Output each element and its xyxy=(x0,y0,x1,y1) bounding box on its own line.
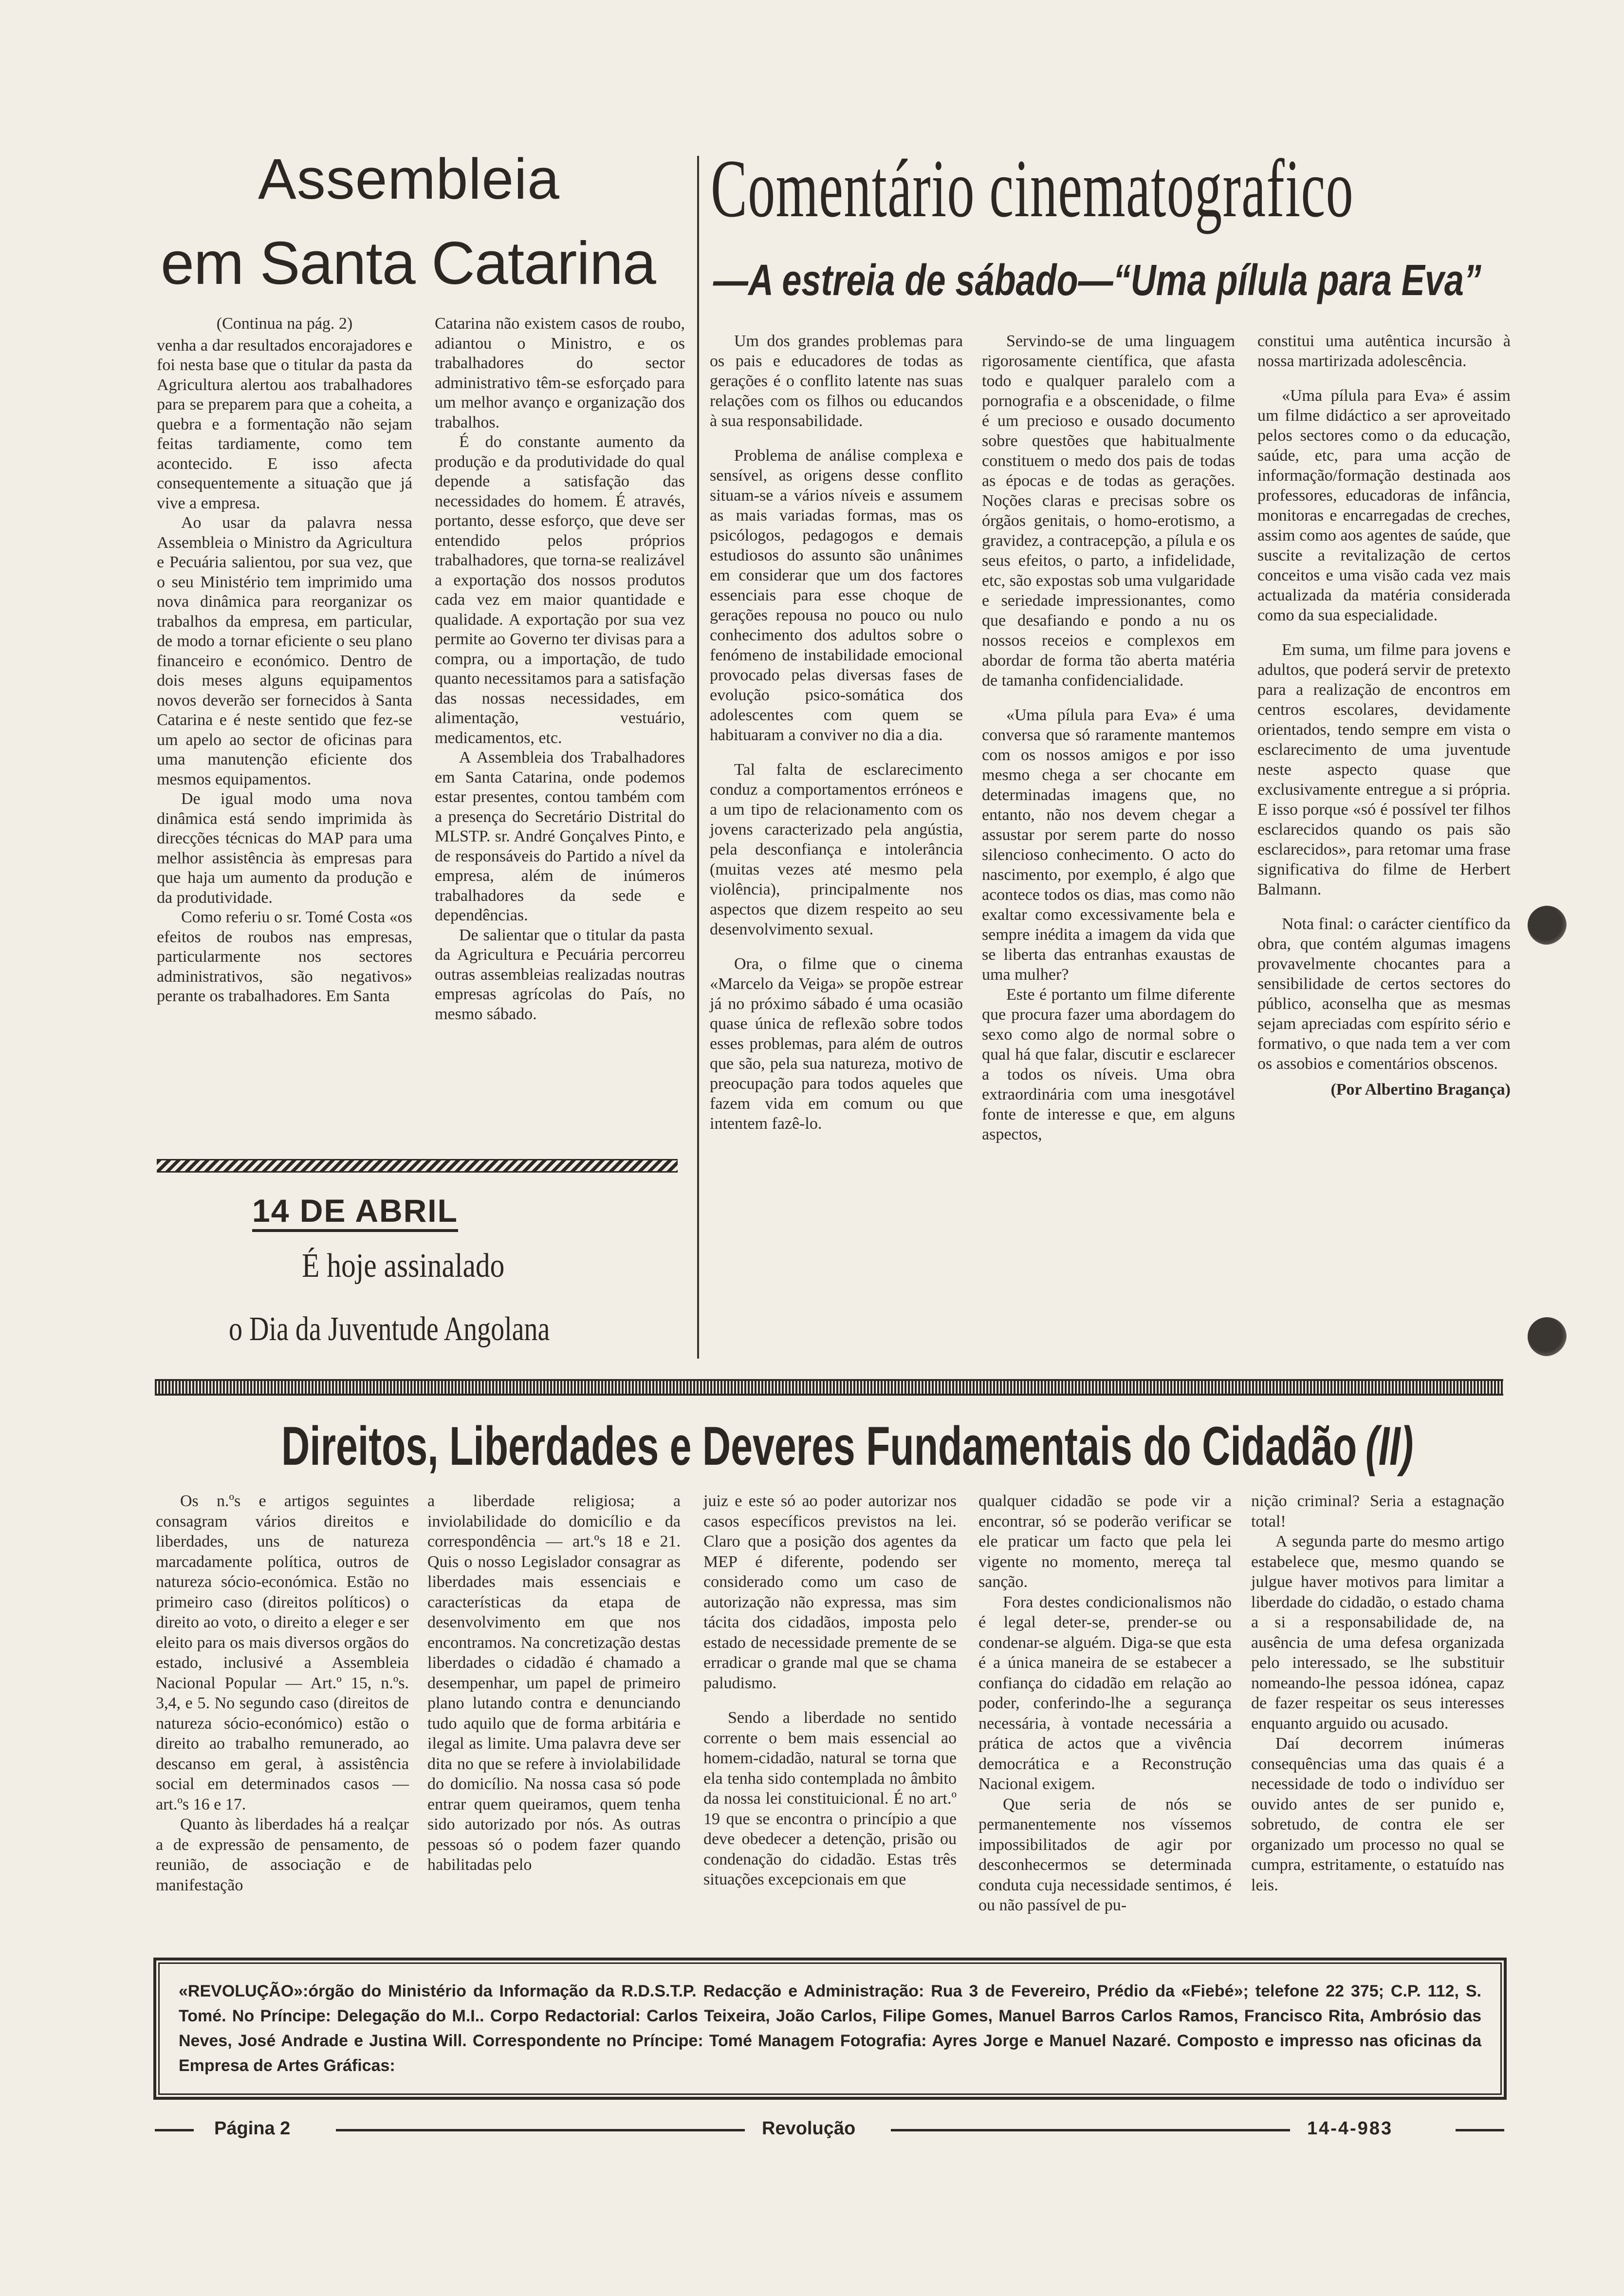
wavy-divider xyxy=(157,1159,678,1173)
direitos-col5-p1: nição criminal? Seria a estagnação total! xyxy=(1251,1492,1504,1531)
assembleia-col1-p4: Como referiu o sr. Tomé Costa «os efeitos de roubos nas empresas, particularmente nos sectores administrativos, são negativos» perante os trabalhadores. Em Santa xyxy=(157,908,412,1005)
direitos-col5-p2: A segunda parte do mesmo artigo estabelece que, mesmo quando se julgue haver motivos para limitar a liberdade do cidadão, o estado chama a si a responsabilidade de, na ausência de uma defesa organizada pelo interessado, se lhe substituir nomeando-lhe pessoa idónea, capaz de fazer respeitar os seus interesses enquanto arguido ou acusado. xyxy=(1251,1532,1504,1733)
abril-line1: É hoje assinalado xyxy=(302,1247,505,1285)
section-divider xyxy=(155,1379,1503,1396)
direitos-col1-p1: Os n.ºs e artigos seguintes consagram vários direitos e liberdades, uns de natureza marcadamente política, outros de natureza sócio-económica. Estão no primeiro caso (direitos políticos) o direito ao voto, o direito a eleger e ser eleito para os mais diversos orgãos do estado, inclusivé a Assembleia Nacional Popular — Art.º 15, n.ºs. 3,4, e 5. No segundo caso (direitos de natureza sócio-económico) estão o direito ao trabalho remunerado, ao descanso em geral, à assistência social em determinados casos — art.ºs 16 e 17. xyxy=(156,1492,409,1813)
comentario-col1-p2: Problema de análise complexa e sensível, as origens desse conflito situam-se a vários níveis e assumem as mais variadas formas, mas os psicólogos, pedagogos e demais estudiosos do assunto são unânimes em considerar que um dos factores essenciais para esse choque de gerações repousa no pouco ou nulo conhecimento dos adultos sobre o fenómeno de instabilidade emocional provocado pelas diversas fases de evolução psico-somática dos adolescentes com quem se habituaram a conviver no dia a dia. xyxy=(710,447,963,744)
assembleia-col1-p2: Ao usar da palavra nessa Assembleia o Ministro da Agricultura e Pecuária salientou, por sua vez, que o seu Ministério tem imprimido uma nova dinâmica para reorganizar os trabalhos da empresa, em particular, de modo a tornar eficiente o seu plano financeiro e económico. Dentro de dois meses alguns equipamentos novos deverão ser fornecidos à Santa Catarina e é neste sentido que fez-se um apelo ao sector de oficinas para uma manutenção eficiente dos mesmos equipamentos. xyxy=(157,514,412,788)
footer-rule-mid1 xyxy=(336,2129,745,2131)
footer-rule-mid2 xyxy=(891,2129,1290,2131)
comentario-col2-p1: Servindo-se de uma linguagem rigorosamente científica, que afasta todo e qualquer paralelo com a pornografia e a obscenidade, o filme é um precioso e ousado documento sobre questões que habitualmente constituem o medo dos pais de todas as épocas e de todas as gerações. Noções claras e precisas sobre os órgãos genitais, o homo-erotismo, a gravidez, a contracepção, a pílula e os seus efeitos, o parto, a infidelidade, etc, são expostas sob uma vulgaridade e seriedade impressionantes, como que desafiando e pondo a nu os nossos receios e complexos em abordar de forma tão aberta matéria de tamanha confidencialidade. xyxy=(982,332,1235,690)
direitos-col1-p2: Quanto às liberdades há a realçar a de expressão de pensamento, de reunião, de associação e de manifestação xyxy=(156,1815,409,1894)
direitos-col3 xyxy=(703,1491,957,1890)
comentario-col3-p4: Nota final: o carácter científico da obra, que contém algumas imagens provavelmente chocantes para a sensibilidade de certos sectores do público, aconselha que as mesmas sejam apreciadas com espírito sério e formativo, o que nada tem a ver com os assobios e comentários obscenos. xyxy=(1257,915,1511,1073)
comentario-col2 xyxy=(982,331,1235,1144)
direitos-title-text: Direitos, Liberdades e Deveres Fundamentais do Cidadão xyxy=(281,1416,1357,1476)
assembleia-continues: (Continua na pág. 2) xyxy=(216,315,353,333)
assembleia-col2-p4: De salientar que o titular da pasta da Agricultura e Pecuária percorreu outras assembleias realizadas noutras empresas agrícolas do País, no mesmo sábado. xyxy=(435,926,685,1023)
direitos-col5 xyxy=(1251,1491,1504,1895)
comentario-col3-p2: «Uma pílula para Eva» é assim um filme didáctico a ser aproveitado pelos sectores como o da educação, saúde, etc, para uma acção de informação/formação destinada aos professores, educadoras de infância, monitoras e encarregadas de creches, assim como aos agentes de saúde, que suscite a revitalização de certos conceitos e uma visão cada vez mais actualizada da matéria considerada como da sua especialidade. xyxy=(1257,387,1511,624)
punch-hole-top xyxy=(1528,906,1567,945)
assembleia-col1-p1: venha a dar resultados encorajadores e foi nesta base que o titular da pasta da Agricultura alertou aos trabalhadores para se preparem para que a coheita, a quebra e a formentação não sejam feitas tardiamente, como tem acontecido. E isso afecta consequentemente a situação que já vive a empresa. xyxy=(157,336,412,512)
credits-box: «REVOLUÇÃO»:órgão do Ministério da Informação da R.D.S.T.P. Redacção e Administração: Rua 3 de Fevereiro, Prédio da «Fiebé»; telefone 22 375; C.P. 112, S. Tomé. No Príncipe: Delegação do M.I.. Corpo Redactorial: Carlos Teixeira, João Carlos, Filipe Gomes, Manuel Barros Carlos Ramos, Francisco Rita, Ambrósio das Neves, José Andrade e Justina Will. Correspondente no Príncipe: Tomé Managem Fotografia: Ayres Jorge e Manuel Nazaré. Composto e impresso nas oficinas da Empresa de Artes Gráficas: xyxy=(153,1958,1507,2100)
comentario-col3-p3: Em suma, um filme para jovens e adultos, que poderá servir de pretexto para a realização de encontros em centros escolares, devidamente orientados, tendo sempre em vista o esclarecimento de uma juventude neste aspecto quase que exclusivamente entregue a si própria. E isso porque «só é possível ter filhos esclarecidos quando os pais são esclarecidos», para retomar uma frase significativa do filme de Herbert Balmann. xyxy=(1257,641,1511,898)
direitos-col3-p2: Sendo a liberdade no sentido corrente o bem mais essencial ao homem-cidadão, natural se torna que ela tenha sido contemplada no âmbito da nossa lei constituicional. É no art.º 19 que se encontra o princípio a que deve obedecer a detenção, prisão ou condenação do cidadão. Estas três situações excepcionais em que xyxy=(703,1709,957,1888)
assembleia-col2 xyxy=(435,314,685,1024)
abril-date: 14 DE ABRIL xyxy=(252,1192,458,1232)
comentario-col2-p3: Este é portanto um filme diferente que procura fazer uma abordagem do sexo como algo de normal sobre o qual há que falar, discutir e esclarecer a todos os níveis. Uma obra extraordinária com uma inesgotável fonte de interesse e que, em alguns aspectos, xyxy=(982,986,1235,1143)
comentario-col1-p3: Tal falta de esclarecimento conduz a comportamentos erróneos e a um tipo de relacionamento com os jovens caracterizado pela angústia, pela desconfiança e intolerância (muitas vezes até mesmo pela violência), principalmente nos aspectos que dizem respeito ao seu desenvolvimento sexual. xyxy=(710,761,963,938)
comentario-author: (Por Albertino Bragança) xyxy=(1330,1081,1511,1099)
comentario-subtitle: —A estreia de sábado—“Uma pílula para Eva” xyxy=(713,256,1481,305)
direitos-col4-p2: Fora destes condicionalismos não é legal deter-se, prender-se ou condenar-se alguém. Diga-se que esta é a única maneira de se estabecer a confiança do cidadão em relação ao poder, conferindo-lhe a segurança necessária, à vontade necessária a prática de actos que a vivência democrática e a Reconstrução Nacional exigem. xyxy=(978,1593,1232,1793)
assembleia-col1 xyxy=(157,314,412,1007)
comentario-col1 xyxy=(710,331,963,1134)
comentario-col2-p2: «Uma pílula para Eva» é uma conversa que só raramente mantemos com os nossos amigos e por isso mesmo chega a ser chocante em determinadas imagens que, no entanto, não nos devem chegar a assustar por serem parte do nosso silencioso conhecimento. O acto do nascimento, por exemplo, é algo que acontece todos os dias, mas como não exaltar como excessivamente bela e sempre inédita a imagem da vida que se liberta das entranhas exaustas de uma mulher? xyxy=(982,706,1235,984)
direitos-col2 xyxy=(427,1491,681,1875)
comentario-title: Comentário cinematografico xyxy=(711,143,1354,234)
direitos-col4-p1: qualquer cidadão se pode vir a encontrar, só se poderão verificar se ele praticar um facto que pela lei vigente no momento, mereça tal sanção. xyxy=(978,1492,1232,1591)
assembleia-col2-p1: Catarina não existem casos de roubo, adiantou o Ministro, e os trabalhadores do sector administrativo têm-se esforçado para um melhor avanço e organização dos trabalhos. xyxy=(435,315,685,431)
direitos-col4-p3: Que seria de nós se permanentemente nos víssemos impossibilitados de agir por desconhecermos se determinada conduta cuja necessidade sentimos, é ou não passível de pu- xyxy=(978,1795,1232,1914)
direitos-col3-p1: juiz e este só ao poder autorizar nos casos específicos previstos na lei. Claro que a posição dos agentes da MEP é diferente, podendo ser considerado como um caso de autorização não expressa, mas sim tácita dos cidadãos, imposta pelo estado de necessidade premente de se erradicar o grande mal que se chama paludismo. xyxy=(703,1492,957,1692)
direitos-title xyxy=(281,1415,1413,1477)
comentario-col3 xyxy=(1257,331,1511,1100)
assembleia-col1-p3: De igual modo uma nova dinâmica está sendo imprimida às direcções técnicas do MAP para uma melhor assistência às empresas para que haja um aumento da produção e da produtividade. xyxy=(157,790,412,907)
comentario-col3-p1: constitui uma autêntica incursão à nossa martirizada adolescência. xyxy=(1257,332,1511,370)
punch-hole-bottom xyxy=(1528,1317,1567,1356)
assembleia-col2-p2: É do constante aumento da produção e da produtividade do qual depende a satisfação das necessidades do homem. É através, portanto, desse esforço, que deve ser entendido pelos próprios trabalhadores, que torna-se realizável a exportação dos nossos produtos cada vez em maior quantidade e qualidade. A exportação por sua vez permite ao Governo ter divisas para a compra, ou a importação, de tudo quanto necessitamos para a satisfação das nossas necessidades, em alimentação, vestuário, medicamentos, etc. xyxy=(435,433,685,747)
direitos-title-part: (II) xyxy=(1365,1416,1414,1476)
footer-rule-left xyxy=(155,2129,194,2131)
footer-date: 14-4-983 xyxy=(1307,2118,1393,2139)
assembleia-title-line1: Assembleia xyxy=(258,147,560,211)
comentario-col1-p1: Um dos grandes problemas para os pais e educadores de todas as gerações é o conflito latente nas suas relações com os filhos ou educandos à sua responsabilidade. xyxy=(710,332,963,430)
column-divider xyxy=(697,156,699,1359)
comentario-col1-p4: Ora, o filme que o cinema «Marcelo da Veiga» se propõe estrear já no próximo sábado é uma ocasião quase única de reflexão sobre todos esses problemas, para além de outros que são, pela sua natureza, motivo de preocupação para todos aqueles que fazem vida em comum ou que intentem fazê-lo. xyxy=(710,955,963,1133)
direitos-col2-p1: a liberdade religiosa; a inviolabilidade do domicílio e da correspondência — art.ºs 18 e 21. Quis o nosso Legislador consagrar as liberdades mais essenciais e características da etapa de desenvolvimento em que nos encontramos. Na concretização destas liberdades o cidadão é chamado a desempenhar, um papel de primeiro plano lutando contra e denunciando tudo aquilo que de forma arbitária e ilegal as limite. Uma palavra deve ser dita no que se refere à inviolabilidade do domicílio. Na nossa casa só pode entrar quem queiramos, quem tenha sido autorizado por nós. As outras pessoas só o podem fazer quando habilitadas pelo xyxy=(427,1492,681,1874)
direitos-col1 xyxy=(156,1491,409,1895)
footer-page: Página 2 xyxy=(214,2118,291,2139)
footer-paper: Revolução xyxy=(762,2118,856,2139)
assembleia-title-line2: em Santa Catarina xyxy=(161,230,656,297)
direitos-col4 xyxy=(978,1491,1232,1916)
assembleia-col2-p3: A Assembleia dos Trabalhadores em Santa Catarina, onde podemos estar presentes, contou também com a presença do Secretário Distrital do MLSTP. sr. André Gonçalves Pinto, e de responsáveis do Partido a nível da empresa, além de inúmeros trabalhadores da sede e dependências. xyxy=(435,748,685,924)
abril-line2: o Dia da Juventude Angolana xyxy=(229,1310,550,1348)
direitos-col5-p3: Daí decorrem inúmeras consequências uma das quais é a necessidade de todo o indivíduo ser ouvido antes de ser punido e, sobretudo, de contra ele ser organizado um processo no qual se cumpra, estritamente, o estatuído nas leis. xyxy=(1251,1735,1504,1894)
footer-rule-right xyxy=(1456,2129,1504,2131)
